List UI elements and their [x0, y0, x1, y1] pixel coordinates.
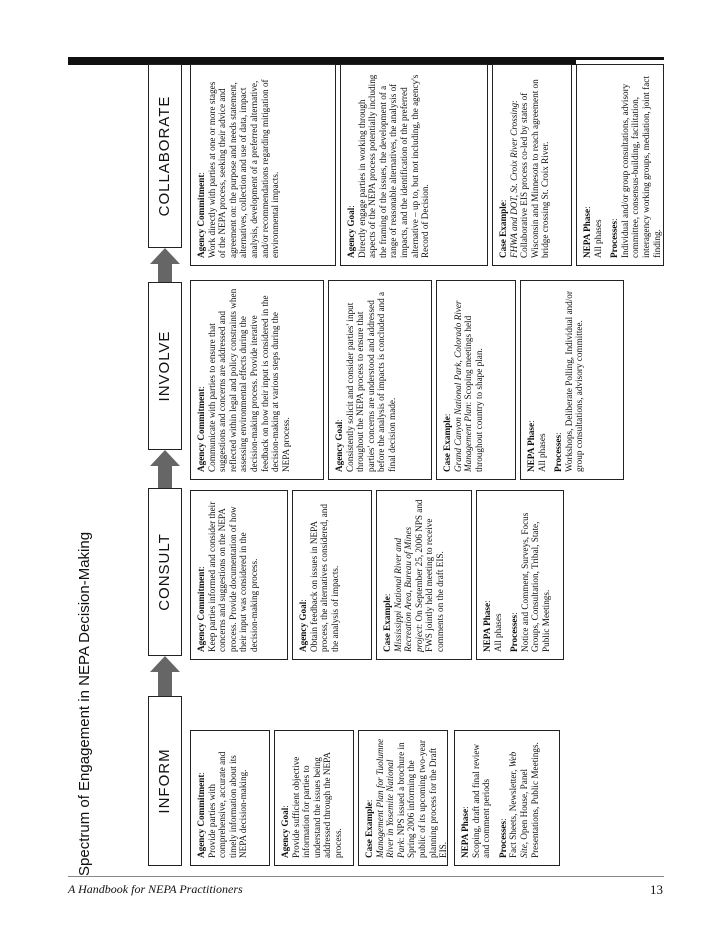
processes-label: Processes — [609, 220, 620, 258]
phase-label: NEPA Phase — [482, 602, 492, 652]
inform-commitment-box: Agency Commitment: Provide parties with comprehensive, accurate and timely information about its NEPA decision-making. — [190, 730, 270, 866]
involve-phase-text: All phases — [536, 433, 547, 472]
header-involve: INVOLVE — [148, 282, 182, 450]
header-inform: INFORM — [148, 696, 182, 866]
goal-label: Agency Goal — [346, 207, 356, 258]
involve-goal-box: Agency Goal: Consistently solicit and consider parties' input throughout the NEPA process to ensure that parties' concerns are understood and addressed before the analysis of impacts is concluded and a final decision made. — [328, 280, 432, 480]
processes-label: Processes — [497, 820, 508, 858]
commitment-label: Agency Commitment — [196, 388, 206, 472]
inform-case-text: : NPS issued a brochure in Spring 2006 informing the public of its upcoming two-year planning process for the Draft EIS. — [395, 740, 449, 858]
collaborate-processes-text: Individual and/or group consultations, advisory committee, consensus-building, facilitation, interagency working groups, mediation, joint fact finding. — [619, 76, 662, 258]
phase-label: NEPA Phase — [526, 422, 536, 472]
processes-label: Processes — [509, 614, 520, 652]
arrow-icon — [150, 654, 180, 696]
inform-processes-b: Web Site — [508, 751, 529, 858]
header-collaborate: COLLABORATE — [148, 64, 182, 248]
inform-goal-text: Provide sufficient objective information for parties to understand the issues being addressed through the NEPA process. — [290, 752, 343, 858]
involve-commitment-box: Agency Commitment: Communicate with parties to ensure that suggestions and concerns are addressed and reflected within legal and policy constraints when assessing environmental effects during the decision-making process. Provide iterative feedback on how their input is considered in the decision-making at various steps during the NEPA process. — [190, 280, 324, 480]
collaborate-case-box: Case Example: FHWA and DOT, St. Croix River Crossing: Collaborative EIS process co-led by states of Wisconsin and Minnesota to reach agreement on bridge crossing St. Croix River. — [492, 64, 572, 266]
involve-case-text: : Scoping meetings held throughout country to shape plan. — [463, 315, 484, 472]
arrow-icon — [150, 448, 180, 488]
case-label: Case Example — [364, 802, 374, 858]
inform-goal-box: Agency Goal: Provide sufficient objective information for parties to understand the issues being addressed through the NEPA process. — [274, 730, 354, 866]
case-label: Case Example — [442, 416, 452, 472]
footer-title: A Handbook for NEPA Practitioners — [68, 882, 243, 896]
inform-case-title: Management Plan for Tuolumne River in Yosemite National Park — [374, 738, 406, 858]
commitment-label: Agency Commitment — [196, 568, 206, 652]
processes-label: Processes — [553, 434, 564, 472]
arrow-icon — [150, 246, 180, 282]
phase-label: NEPA Phase — [582, 208, 592, 258]
collaborate-goal-text: Directly engage parties in working through aspects of the NEPA process potentially including the framing of the issues, the development of a range of reasonable alternatives, the analysis of impacts, and the identification of the preferred alternative – up to, but not including, the agency's Record of Decision. — [356, 74, 431, 258]
collaborate-phase-text: All phases — [592, 219, 603, 258]
involve-processes-text: Workshops, Deliberate Polling, Individual and/or group consultations, advisory committee. — [563, 291, 585, 472]
case-label: Case Example — [498, 202, 508, 258]
collaborate-case-text: : Collaborative EIS process co-led by states of Wisconsin and Minnesota to reach agreement on bridge crossing St. Croix River. — [508, 79, 551, 258]
footer-rule — [68, 876, 664, 877]
inform-phase-box: NEPA Phase: Scoping, draft and final review and comment periods Processes: Fact Sheets, Newsletter, Web Site, Open House, Panel Presentations, Public Meetings. — [454, 730, 560, 866]
consult-commitment-text: Keep parties informed and consider their concerns and suggestions on the NEPA process. Provide documentation of how their input was considered in the decision-making process. — [206, 501, 259, 652]
inform-processes-c: , Open House, Panel Presentations, Public Meetings. — [518, 742, 540, 858]
commitment-label: Agency Commitment — [196, 174, 206, 258]
inform-processes-a: Fact Sheets, Newsletter, — [508, 767, 519, 858]
spectrum-diagram — [68, 64, 664, 876]
collaborate-goal-box: Agency Goal: Directly engage parties in working through aspects of the NEPA process potentially including the framing of the issues, the development of a range of reasonable alternatives, the analysis of impacts, and the identification of the preferred alternative – up to, but not including, the agency's Record of Decision. — [340, 64, 488, 266]
involve-commitment-text: Communicate with parties to ensure that suggestions and concerns are addressed and reflected within legal and policy constraints when assessing environmental effects during the decision-making process. Provide iterative feedback on how their input is considered in the decision-making at various steps during the NEPA process. — [206, 288, 291, 472]
consult-case-text: : On September 25, 2006 NPS and FWS jointly held meeting to receive comments on the draft EIS. — [413, 499, 445, 652]
goal-label: Agency Goal — [280, 807, 290, 858]
involve-case-box: Case Example: Grand Canyon National Park, Colorado River Management Plan: Scoping meetings held throughout country to shape plan. — [436, 280, 516, 480]
page-title: Spectrum of Engagement in NEPA Decision-Making — [76, 531, 93, 876]
consult-phase-text: All phases — [492, 613, 503, 652]
consult-processes-text: Notice and Comment, Surveys, Focus Groups, Consultation, Tribal, State, Public Meetings. — [519, 512, 551, 652]
collaborate-phase-box: NEPA Phase: All phases Processes: Individual and/or group consultations, advisory committee, consensus-building, facilitation, interagency working groups, mediation, joint fact finding. — [576, 64, 664, 266]
consult-case-title: Mississippi National River and Recreation Area, Bureau of Mines project — [392, 526, 424, 652]
inform-phase-text: Scoping, draft and final review and comment periods — [470, 743, 492, 858]
involve-case-title: Grand Canyon National Park, Colorado River Management Plan — [452, 300, 474, 472]
consult-case-box: Case Example: Mississippi National River and Recreation Area, Bureau of Mines project: On September 25, 2006 NPS and FWS jointly held meeting to receive comments on the draft EIS. — [376, 490, 472, 660]
involve-phase-box: NEPA Phase: All phases Processes: Workshops, Deliberate Polling, Individual and/or group consultations, advisory committee. — [520, 280, 624, 480]
inform-case-box: Case Example: Management Plan for Tuolumne River in Yosemite National Park: NPS issued a brochure in Spring 2006 informing the public of its upcoming two-year planning process for the Draft EIS. — [358, 730, 448, 866]
commitment-label: Agency Commitment — [196, 774, 206, 858]
collaborate-commitment-box: Agency Commitment: Work directly with parties at one or more stages of the NEPA process, seeking their advice and agreement on: the purpose and needs statement, alternatives, collection and use of data, impact analysis, development of a preferred alternative, and/or recommendations regarding mitigation of environmental impacts. — [190, 64, 336, 266]
phase-label: NEPA Phase — [460, 808, 470, 858]
collaborate-case-title: FHWA and DOT, St. Croix River Crossing — [508, 102, 519, 258]
consult-phase-box: NEPA Phase: All phases Processes: Notice and Comment, Surveys, Focus Groups, Consultation, Tribal, State, Public Meetings. — [476, 490, 564, 660]
consult-goal-text: Obtain feedback on issues in NEPA process, the alternatives considered, and the analysis of impacts. — [308, 504, 340, 652]
involve-goal-text: Consistently solicit and consider parties' input throughout the NEPA process to ensure that parties' concerns are understood and addressed before the analysis of impacts is concluded and a final decision made. — [344, 291, 397, 472]
collaborate-commitment-text: Work directly with parties at one or more stages of the NEPA process, seeking their advice and agreement on: the purpose and needs statement, alternatives, collection and use of data, impact analysis, development of a preferred alternative, and/or recommendations regarding mitigation of environmental impacts. — [206, 79, 281, 258]
consult-goal-box: Agency Goal: Obtain feedback on issues in NEPA process, the alternatives considered, and the analysis of impacts. — [292, 490, 372, 660]
case-label: Case Example — [382, 596, 392, 652]
goal-label: Agency Goal — [298, 601, 308, 652]
page-number: 13 — [650, 882, 663, 897]
goal-label: Agency Goal — [334, 421, 344, 472]
consult-commitment-box: Agency Commitment: Keep parties informed and consider their concerns and suggestions on the NEPA process. Provide documentation of how their input was considered in the decision-making process. — [190, 490, 288, 660]
header-consult: CONSULT — [148, 488, 182, 656]
inform-commitment-text: Provide parties with comprehensive, accurate and timely information about its NEPA decision-making. — [206, 751, 249, 858]
